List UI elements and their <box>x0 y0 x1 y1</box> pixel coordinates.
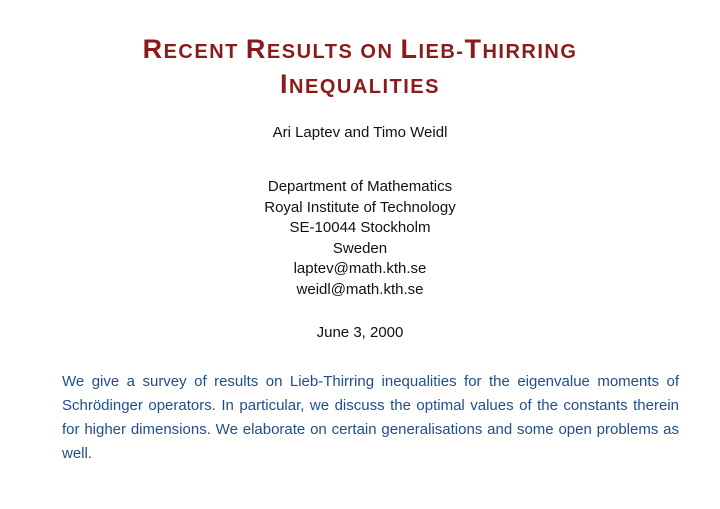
postal-code-city: SE-10044 Stockholm <box>289 219 431 236</box>
title-word-rest: ESULTS ON <box>266 41 401 63</box>
authors: Ari Laptev and Timo Weidl <box>272 124 448 141</box>
title-word-rest: IEB- <box>418 41 465 63</box>
title-line-2 <box>0 69 720 104</box>
abstract: We give a survey of results on Lieb-Thirring inequalities for the eigenvalue moments of Schrödinger operators. In particular, we discuss the optimal values of the constants therein for higher dimensions. We elaborate on certain generalisations and some open problems as well. <box>62 373 679 462</box>
title-word-cap: I <box>280 69 290 99</box>
title-word-rest: ECENT <box>163 41 246 63</box>
department: Department of Mathematics <box>267 178 453 195</box>
title-word-rest: HIRRING <box>482 41 578 63</box>
title-word-cap: T <box>464 34 483 64</box>
title-word-cap: R <box>245 34 267 64</box>
title-word-cap: L <box>400 34 419 64</box>
institute: Royal Institute of Technology <box>264 198 456 216</box>
email-laptev: laptev@math.kth.se <box>293 260 427 277</box>
country: Sweden <box>332 239 388 257</box>
affiliation-block <box>0 177 720 300</box>
email-weidl: weidl@math.kth.se <box>296 280 424 298</box>
title-word-rest: NEQUALITIES <box>289 76 440 98</box>
title-line-1 <box>0 34 720 69</box>
paper-title <box>0 34 720 104</box>
date: June 3, 2000 <box>316 324 404 341</box>
title-word-cap: R <box>142 34 164 64</box>
